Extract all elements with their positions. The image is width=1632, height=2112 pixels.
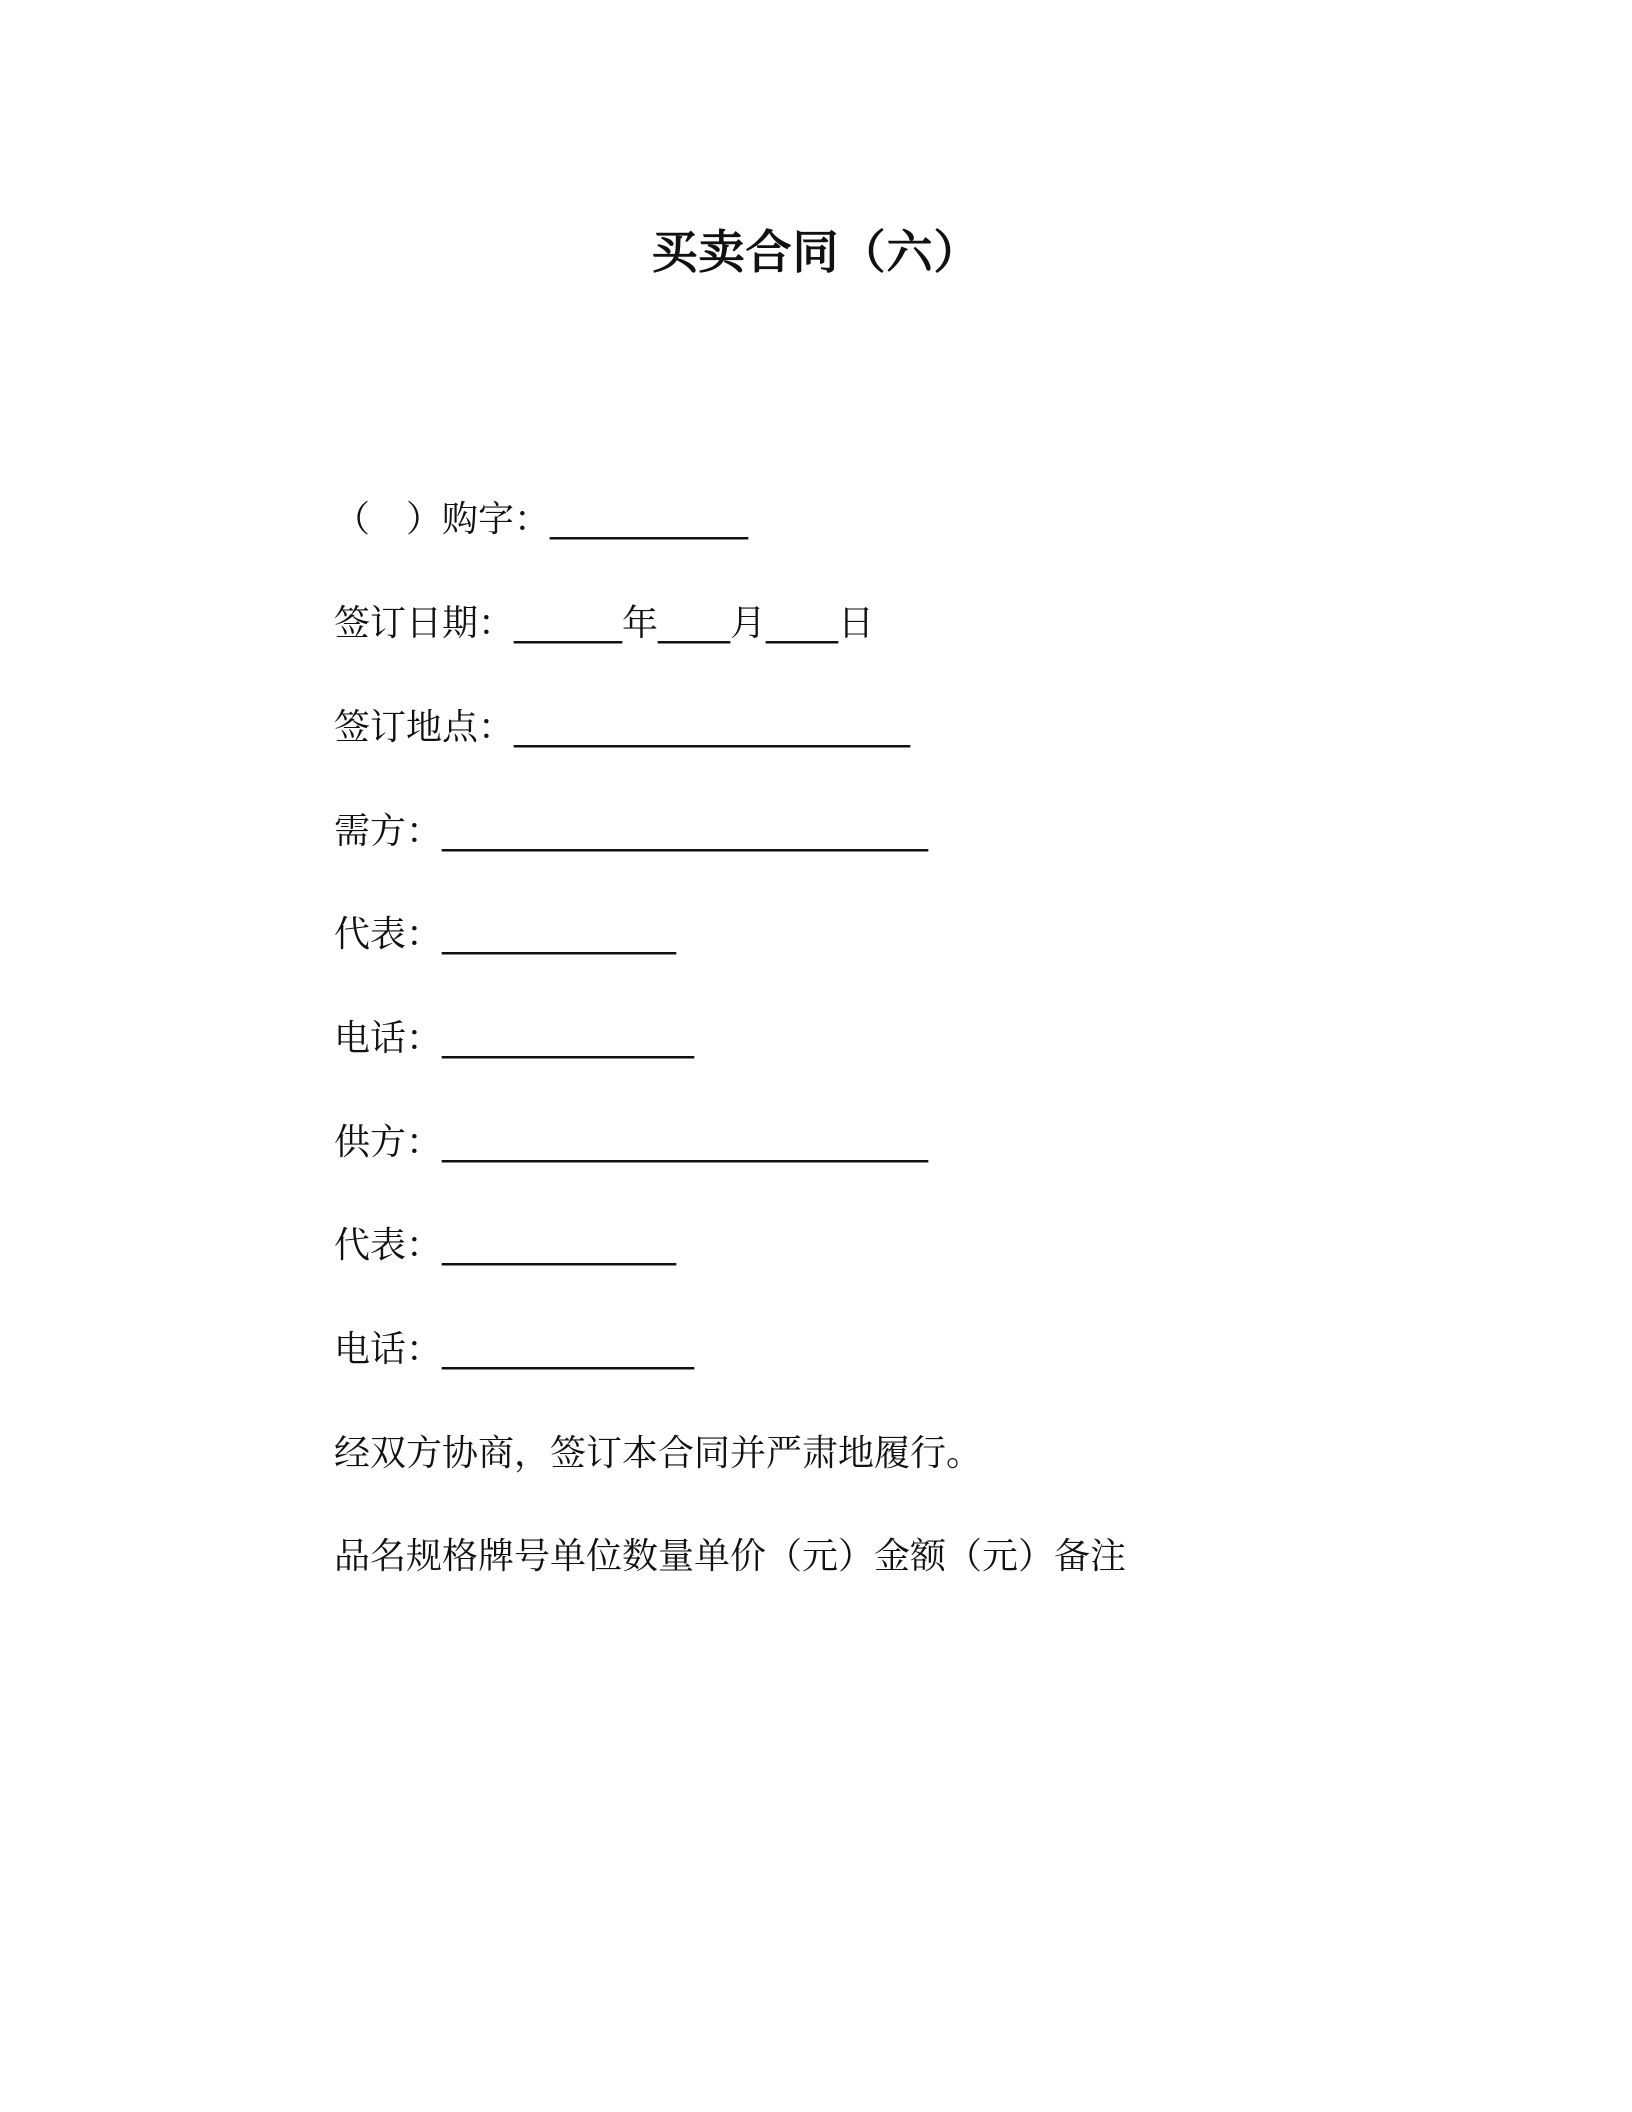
seller-line: 供方：___________________________ bbox=[334, 1122, 929, 1163]
seller-phone-line: 电话：______________ bbox=[334, 1329, 695, 1370]
buyer-phone-line: 电话：______________ bbox=[334, 1018, 695, 1059]
signing-date-line: 签订日期：______年____月____日 bbox=[334, 603, 875, 644]
purchase-number-line: （ ）购字：___________ bbox=[334, 499, 749, 540]
agreement-statement: 经双方协商，签订本合同并严肃地履行。 bbox=[334, 1433, 983, 1474]
goods-table-header: 品名规格牌号单位数量单价（元）金额（元）备注 bbox=[334, 1536, 1127, 1577]
buyer-line: 需方：___________________________ bbox=[334, 811, 929, 852]
seller-representative-line: 代表：_____________ bbox=[334, 1225, 677, 1266]
document-title: 买卖合同（六） bbox=[651, 225, 981, 279]
signing-place-line: 签订地点：______________________ bbox=[334, 707, 911, 748]
buyer-representative-line: 代表：_____________ bbox=[334, 914, 677, 955]
